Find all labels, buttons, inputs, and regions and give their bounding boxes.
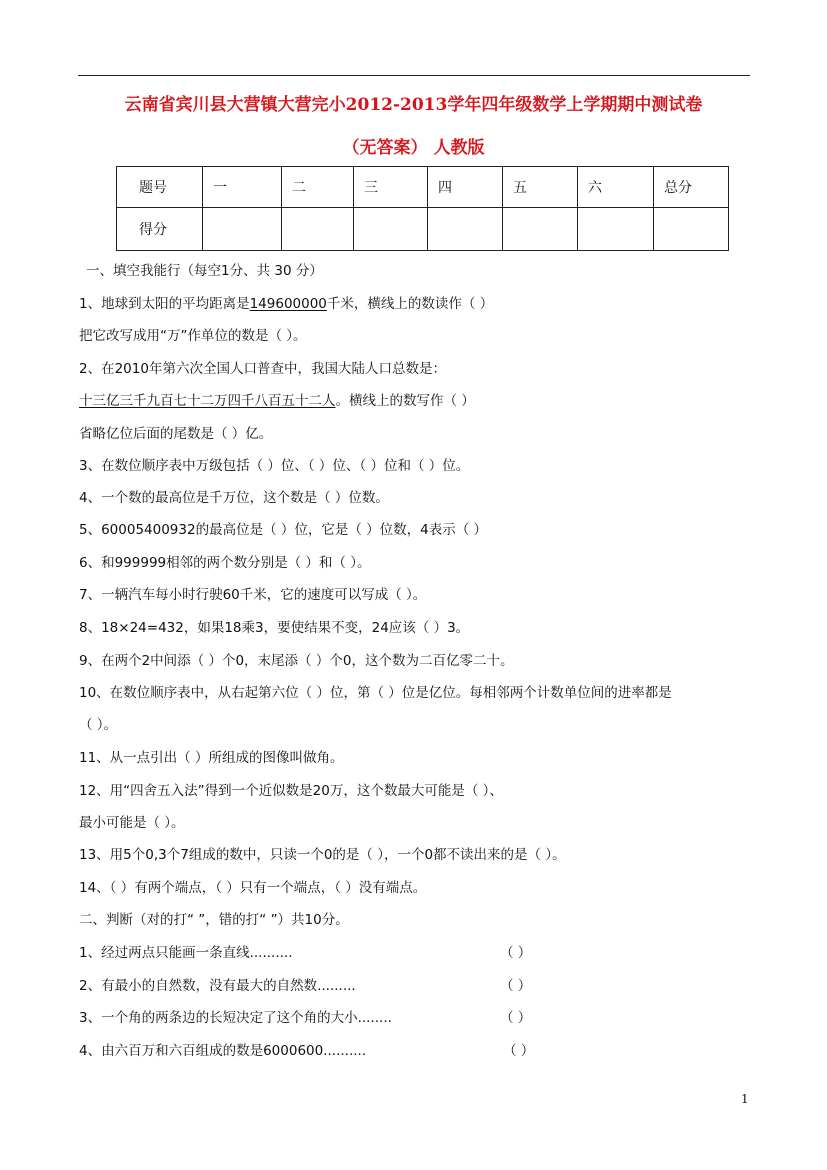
score-table (116, 166, 729, 251)
q1-text-a: 1、地球到太阳的平均距离是 (79, 296, 250, 312)
judge-item-text: 3、一个角的两条边的长短决定了这个角的大小........ (79, 1010, 392, 1026)
question-6: 6、和999999相邻的两个数分别是（ ）和（ ）。 (79, 555, 371, 571)
question-3: 3、在数位顺序表中万级包括（ ）位、（ ）位、（ ）位和（ ）位。 (79, 458, 470, 474)
question-13: 13、用5个0,3个7组成的数中，只读一个0的是（ ），一个0都不读出来的是（ ）。 (79, 847, 566, 863)
exam-title-line2: （无答案） 人教版 (342, 138, 485, 158)
question-5: 5、6000540093​2的最高位是（ ）位，它是（ ）位数，4表示（ ） (79, 522, 488, 538)
q2-underlined-text: 十三亿三千九百七十二万四千八百五十二人 (79, 393, 336, 409)
score-cell (203, 208, 282, 251)
q2-text-b: 。横线上的数写作（ ） (335, 393, 475, 409)
question-2-line3: 省略亿位后面的尾数是（ ）亿。 (79, 426, 273, 442)
judge-item-text: 1、经过两点只能画一条直线.......... (79, 945, 293, 961)
judge-item-4 (79, 1042, 366, 1060)
header-cell-5: 五 (503, 167, 578, 208)
section1-heading: 一、填空我能行（每空1分、共 30 分） (86, 263, 323, 279)
score-table-score-row (117, 208, 729, 251)
question-9: 9、在两个2中间添（ ）个0，末尾添（ ）个0，这个数为二百亿零二十。 (79, 653, 514, 669)
header-cell-4: 四 (428, 167, 503, 208)
section2-heading: 二、判断（对的打“ ”，错的打“ ”）共10分。 (79, 912, 349, 928)
score-row-label: 得分 (117, 208, 203, 251)
question-8: 8、18×24=432，如果18乘3，要使结果不变，24应该（ ）3。 (79, 620, 470, 636)
judge-item-1 (79, 944, 293, 962)
score-cell (282, 208, 354, 251)
judge-item-paren: （ ） (500, 978, 532, 994)
header-cell-question-no: 题号 (117, 167, 203, 208)
score-cell (578, 208, 654, 251)
question-12-line2: 最小可能是（ ）。 (79, 815, 185, 831)
score-cell (428, 208, 503, 251)
question-1 (79, 295, 493, 313)
question-1-line2: 把它改写成用“万”作单位的数是（ ）。 (79, 328, 307, 344)
judge-item-paren: （ ） (500, 945, 532, 961)
judge-item-2 (79, 977, 356, 995)
header-cell-2: 二 (282, 167, 354, 208)
question-14: 14、（ ）有两个端点，（ ）只有一个端点，（ ）没有端点。 (79, 880, 427, 896)
exam-title-line1: 云南省宾川县大营镇大营完小2012-2013学年四年级数学上学期期中测试卷 (124, 95, 703, 115)
score-cell (654, 208, 729, 251)
judge-item-3 (79, 1009, 392, 1027)
judge-item-text: 2、有最小的自然数，没有最大的自然数......... (79, 978, 356, 994)
header-cell-total: 总分 (654, 167, 729, 208)
judge-item-paren: （ ） (500, 1010, 532, 1026)
q1-underlined-number: 149600000 (249, 296, 327, 312)
header-rule (78, 75, 750, 76)
question-10-line1: 10、在数位顺序表中，从右起第六位（ ）位，第（ ）位是亿位。每相邻两个计数单位间的进率都是 (79, 685, 672, 701)
question-2-line1: 2、在2010年第六次全国人口普查中，我国大陆人口总数是： (79, 361, 446, 377)
q1-text-b: 千米，横线上的数读作（ ） (326, 296, 494, 312)
question-7: 7、一辆汽车每小时行驶60千米，它的速度可以写成（ ）。 (79, 587, 427, 603)
header-cell-6: 六 (578, 167, 654, 208)
score-cell (354, 208, 428, 251)
question-11: 11、从一点引出（ ）所组成的图像叫做角。 (79, 750, 344, 766)
score-table-header-row (117, 167, 729, 208)
header-cell-1: 一 (203, 167, 282, 208)
score-cell (503, 208, 578, 251)
question-12-line1: 12、用“四舍五入法”得到一个近似数是20万，这个数最大可能是（ ）、 (79, 783, 503, 799)
question-10-line2: （ ）。 (79, 717, 118, 733)
page-number: 1 (741, 1092, 749, 1106)
judge-item-text: 4、由六百万和六百组成的数是6000600.......... (79, 1043, 367, 1059)
judge-item-paren: （ ） (503, 1043, 535, 1059)
header-cell-3: 三 (354, 167, 428, 208)
question-4: 4、一个数的最高位是千万位，这个数是（ ）位数。 (79, 490, 389, 506)
question-2-line2 (79, 392, 475, 410)
